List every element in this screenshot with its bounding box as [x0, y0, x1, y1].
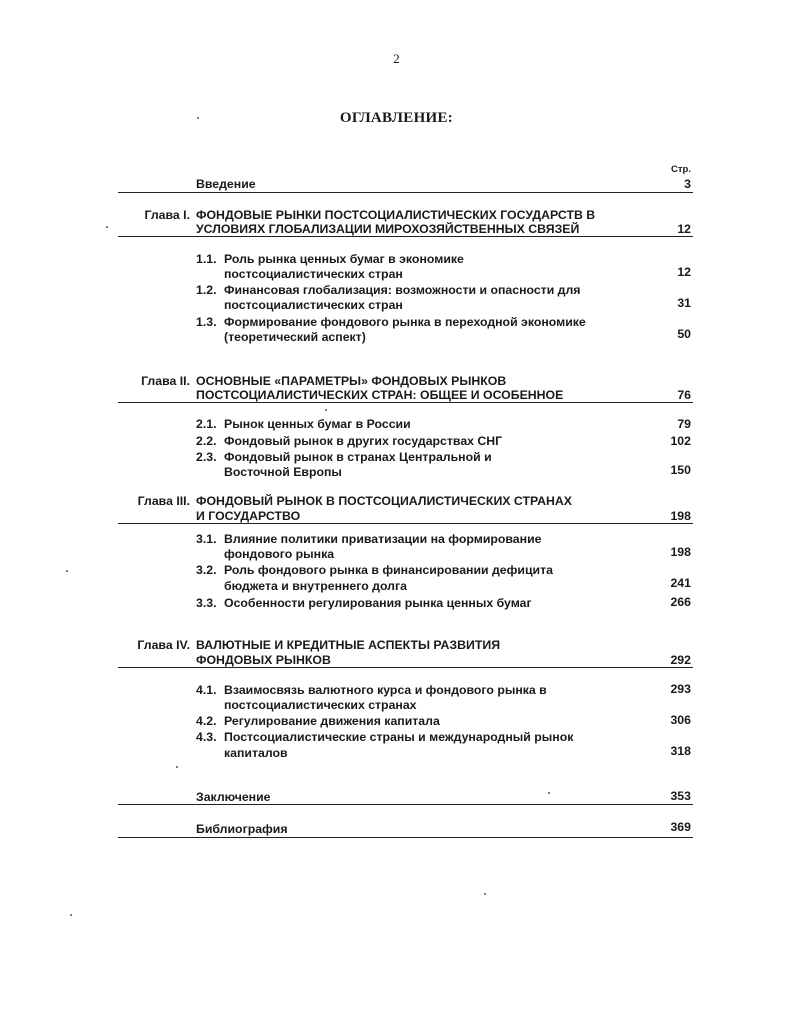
chapter-label: Глава I.: [144, 208, 190, 222]
section-page: 198: [670, 545, 691, 559]
chapter-title-line: И ГОСУДАРСТВО: [196, 509, 301, 523]
chapter-title-line: ОСНОВНЫЕ «ПАРАМЕТРЫ» ФОНДОВЫХ РЫНКОВ: [196, 374, 507, 388]
chapter-label: Глава III.: [137, 494, 190, 508]
section-title-line: Финансовая глобализация: возможности и опасности для: [224, 283, 581, 297]
scan-speck: [197, 117, 199, 119]
toc-intro-label: Введение: [196, 177, 256, 191]
section-title-line: (теоретический аспект): [224, 330, 366, 344]
section-page: 50: [677, 327, 691, 341]
section-title-line: бюджета и внутреннего долга: [224, 579, 407, 593]
section-page: 102: [670, 434, 691, 448]
section-number: 3.3.: [196, 596, 217, 610]
section-title-line: Регулирование движения капитала: [224, 714, 440, 728]
section-number: 4.1.: [196, 683, 217, 697]
section-title-line: Роль рынка ценных бумаг в экономике: [224, 252, 464, 266]
section-page: 266: [670, 595, 691, 609]
scan-speck: [548, 792, 550, 794]
section-number: 1.1.: [196, 252, 217, 266]
section-number: 2.3.: [196, 450, 217, 464]
divider-rule: [118, 192, 693, 193]
chapter-title-line: ФОНДОВЫЙ РЫНОК В ПОСТСОЦИАЛИСТИЧЕСКИХ СТРАНАХ: [196, 494, 572, 508]
chapter-page: 12: [677, 222, 691, 236]
section-title-line: Роль фондового рынка в финансировании дефицита: [224, 563, 553, 577]
chapter-label: Глава II.: [141, 374, 190, 388]
divider-rule: [118, 837, 693, 838]
section-number: 1.2.: [196, 283, 217, 297]
section-number: 4.3.: [196, 730, 217, 744]
toc-conclusion-label: Заключение: [196, 790, 271, 804]
chapter-title-line: ВАЛЮТНЫЕ И КРЕДИТНЫЕ АСПЕКТЫ РАЗВИТИЯ: [196, 638, 501, 652]
section-title-line: Фондовый рынок в странах Центральной и: [224, 450, 492, 464]
chapter-page: 292: [670, 653, 691, 667]
divider-rule: [118, 804, 693, 805]
section-number: 2.1.: [196, 417, 217, 431]
section-page: 241: [670, 576, 691, 590]
divider-rule: [118, 236, 693, 237]
chapter-title-line: ФОНДОВЫЕ РЫНКИ ПОСТСОЦИАЛИСТИЧЕСКИХ ГОСУДАРСТВ В: [196, 208, 596, 222]
scan-speck: [484, 893, 486, 895]
section-number: 2.2.: [196, 434, 217, 448]
page-title: ОГЛАВЛЕНИЕ:: [339, 110, 454, 126]
section-title-line: Восточной Европы: [224, 465, 342, 479]
toc-intro-page: 3: [684, 177, 691, 191]
scan-speck: [66, 570, 68, 572]
chapter-title-line: УСЛОВИЯХ ГЛОБАЛИЗАЦИИ МИРОХОЗЯЙСТВЕННЫХ СВЯЗЕЙ: [196, 222, 580, 236]
section-page: 293: [670, 682, 691, 696]
section-title-line: Постсоциалистические страны и международный рынок: [224, 730, 574, 744]
scan-speck: [325, 409, 327, 411]
section-title-line: Формирование фондового рынка в переходной экономике: [224, 315, 586, 329]
section-page: 31: [677, 296, 691, 310]
toc-bibliography-label: Библиография: [196, 822, 288, 836]
scan-speck: [70, 914, 72, 916]
toc-conclusion-page: 353: [670, 789, 691, 803]
section-title-line: постсоциалистических стран: [224, 298, 403, 312]
section-number: 3.1.: [196, 532, 217, 546]
section-page: 318: [670, 744, 691, 758]
section-title-line: Фондовый рынок в других государствах СНГ: [224, 434, 503, 448]
chapter-title-line: ФОНДОВЫХ РЫНКОВ: [196, 653, 331, 667]
section-title-line: Влияние политики приватизации на формирование: [224, 532, 542, 546]
section-number: 4.2.: [196, 714, 217, 728]
section-number: 3.2.: [196, 563, 217, 577]
section-number: 1.3.: [196, 315, 217, 329]
section-page: 79: [677, 417, 691, 431]
section-page: 150: [670, 463, 691, 477]
section-title-line: постсоциалистических странах: [224, 698, 417, 712]
scan-speck: [176, 766, 178, 768]
page-number: 2: [393, 51, 400, 66]
chapter-page: 76: [677, 388, 691, 402]
toc-bibliography-page: 369: [670, 820, 691, 834]
divider-rule: [118, 667, 693, 668]
section-title-line: Взаимосвязь валютного курса и фондового рынка в: [224, 683, 547, 697]
section-title-line: капиталов: [224, 746, 288, 760]
section-title-line: постсоциалистических стран: [224, 267, 403, 281]
section-page: 306: [670, 713, 691, 727]
section-title-line: Особенности регулирования рынка ценных бумаг: [224, 596, 532, 610]
section-page: 12: [677, 265, 691, 279]
section-title-line: фондового рынка: [224, 547, 335, 561]
scan-speck: [106, 226, 108, 228]
divider-rule: [118, 402, 693, 403]
section-title-line: Рынок ценных бумаг в России: [224, 417, 411, 431]
chapter-title-line: ПОСТСОЦИАЛИСТИЧЕСКИХ СТРАН: ОБЩЕЕ И ОСОБЕННОЕ: [196, 388, 564, 402]
chapter-page: 198: [670, 509, 691, 523]
chapter-label: Глава IV.: [137, 638, 190, 652]
divider-rule: [118, 523, 693, 524]
page-column-header: Стр.: [671, 164, 691, 175]
